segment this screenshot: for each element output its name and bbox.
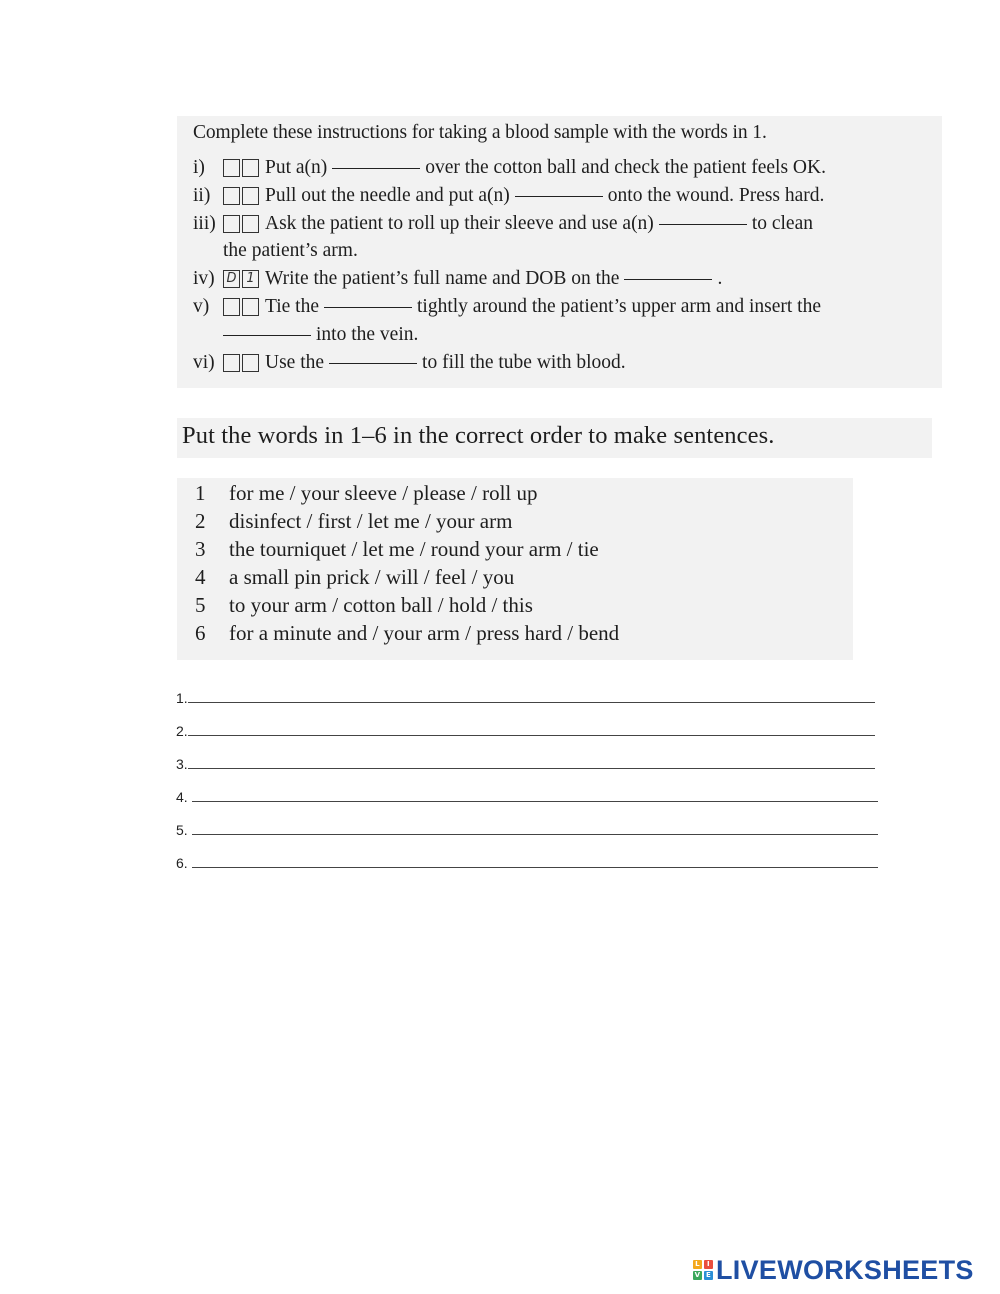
order-box[interactable] bbox=[242, 215, 259, 233]
order-box[interactable]: 1 bbox=[242, 270, 259, 288]
answer-number: 6. bbox=[176, 855, 188, 871]
instruction-text: Tie the bbox=[265, 296, 319, 317]
blank-line bbox=[223, 334, 311, 336]
instruction-item bbox=[193, 268, 722, 290]
order-box[interactable] bbox=[223, 187, 240, 205]
list-item bbox=[195, 509, 512, 534]
instruction-item bbox=[193, 157, 826, 179]
instructions-section bbox=[177, 116, 942, 388]
list-item bbox=[195, 537, 599, 562]
item-text: the tourniquet / let me / round your arm / tie bbox=[229, 537, 599, 561]
instruction-text: to clean bbox=[751, 213, 813, 234]
instruction-text: Put a(n) bbox=[265, 157, 328, 178]
order-box[interactable] bbox=[223, 354, 240, 372]
order-box[interactable] bbox=[223, 215, 240, 233]
item-number: v) bbox=[193, 296, 210, 317]
instruction-text: into the vein. bbox=[316, 324, 419, 345]
item-text: for a minute and / your arm / press hard / bend bbox=[229, 621, 620, 645]
instruction-text: over the cotton ball and check the patient feels OK. bbox=[425, 157, 826, 178]
item-number: 4 bbox=[195, 565, 206, 589]
item-text: to your arm / cotton ball / hold / this bbox=[229, 593, 533, 617]
answer-number: 4. bbox=[176, 789, 188, 805]
blank-line bbox=[324, 306, 412, 308]
liveworksheets-logo bbox=[693, 1255, 974, 1285]
list-item bbox=[195, 565, 514, 590]
answer-line[interactable] bbox=[176, 822, 878, 838]
answer-number: 2. bbox=[176, 723, 188, 739]
blank-line bbox=[332, 167, 420, 169]
item-text: disinfect / first / let me / your arm bbox=[229, 509, 513, 533]
item-number: iii) bbox=[193, 213, 216, 234]
item-number: iv) bbox=[193, 268, 215, 289]
answer-line[interactable] bbox=[176, 855, 878, 871]
instruction-continuation: the patient’s arm. bbox=[223, 240, 358, 261]
order-box[interactable] bbox=[223, 298, 240, 316]
item-text: a small pin prick / will / feel / you bbox=[229, 565, 515, 589]
ordering-title: Put the words in 1–6 in the correct order to make sentences. bbox=[182, 422, 775, 449]
instruction-item bbox=[193, 213, 813, 235]
instruction-item bbox=[193, 185, 824, 207]
instruction-text: . bbox=[717, 268, 723, 289]
answer-number: 5. bbox=[176, 822, 188, 838]
instruction-text: tightly around the patient’s upper arm and insert the bbox=[417, 296, 821, 317]
logo-icon: L I V E bbox=[694, 1260, 712, 1279]
answer-number: 3. bbox=[176, 756, 188, 772]
answer-line[interactable] bbox=[176, 789, 878, 805]
answer-number: 1. bbox=[176, 690, 188, 706]
blank-line bbox=[515, 195, 603, 197]
instruction-text: Write the patient’s full name and DOB on the bbox=[265, 268, 620, 289]
order-box[interactable]: D bbox=[223, 270, 240, 288]
order-box[interactable] bbox=[242, 354, 259, 372]
item-number: 3 bbox=[195, 537, 206, 561]
ordering-heading-block bbox=[177, 418, 932, 458]
instruction-text: Pull out the needle and put a(n) bbox=[265, 185, 510, 206]
item-number: ii) bbox=[193, 185, 211, 206]
instruction-text: Use the bbox=[265, 352, 325, 373]
item-number: vi) bbox=[193, 352, 215, 373]
blank-line bbox=[329, 362, 417, 364]
item-number: 6 bbox=[195, 621, 206, 645]
item-text: for me / your sleeve / please / roll up bbox=[229, 481, 538, 505]
logo-text: LIVEWORKSHEETS bbox=[716, 1254, 974, 1285]
item-number: 1 bbox=[195, 481, 206, 505]
list-item bbox=[195, 481, 538, 506]
instruction-text: Ask the patient to roll up their sleeve and use a(n) bbox=[265, 213, 654, 234]
answer-line[interactable] bbox=[176, 723, 875, 739]
answer-line[interactable] bbox=[176, 756, 875, 772]
instruction-text: onto the wound. Press hard. bbox=[607, 185, 825, 206]
instruction-item bbox=[193, 352, 626, 374]
item-number: 2 bbox=[195, 509, 206, 533]
order-box[interactable] bbox=[242, 298, 259, 316]
instruction-continuation bbox=[223, 324, 418, 346]
item-number: 5 bbox=[195, 593, 206, 617]
list-item bbox=[195, 621, 619, 646]
list-item bbox=[195, 593, 533, 618]
order-box[interactable] bbox=[223, 159, 240, 177]
answer-line[interactable] bbox=[176, 690, 875, 706]
blank-line bbox=[659, 223, 747, 225]
ordering-list bbox=[177, 478, 853, 660]
instructions-title: Complete these instructions for taking a blood sample with the words in 1. bbox=[193, 122, 767, 143]
order-box[interactable] bbox=[242, 187, 259, 205]
item-number: i) bbox=[193, 157, 205, 178]
order-box[interactable] bbox=[242, 159, 259, 177]
blank-line bbox=[624, 278, 712, 280]
instruction-item bbox=[193, 296, 821, 318]
instruction-text: to fill the tube with blood. bbox=[422, 352, 626, 373]
